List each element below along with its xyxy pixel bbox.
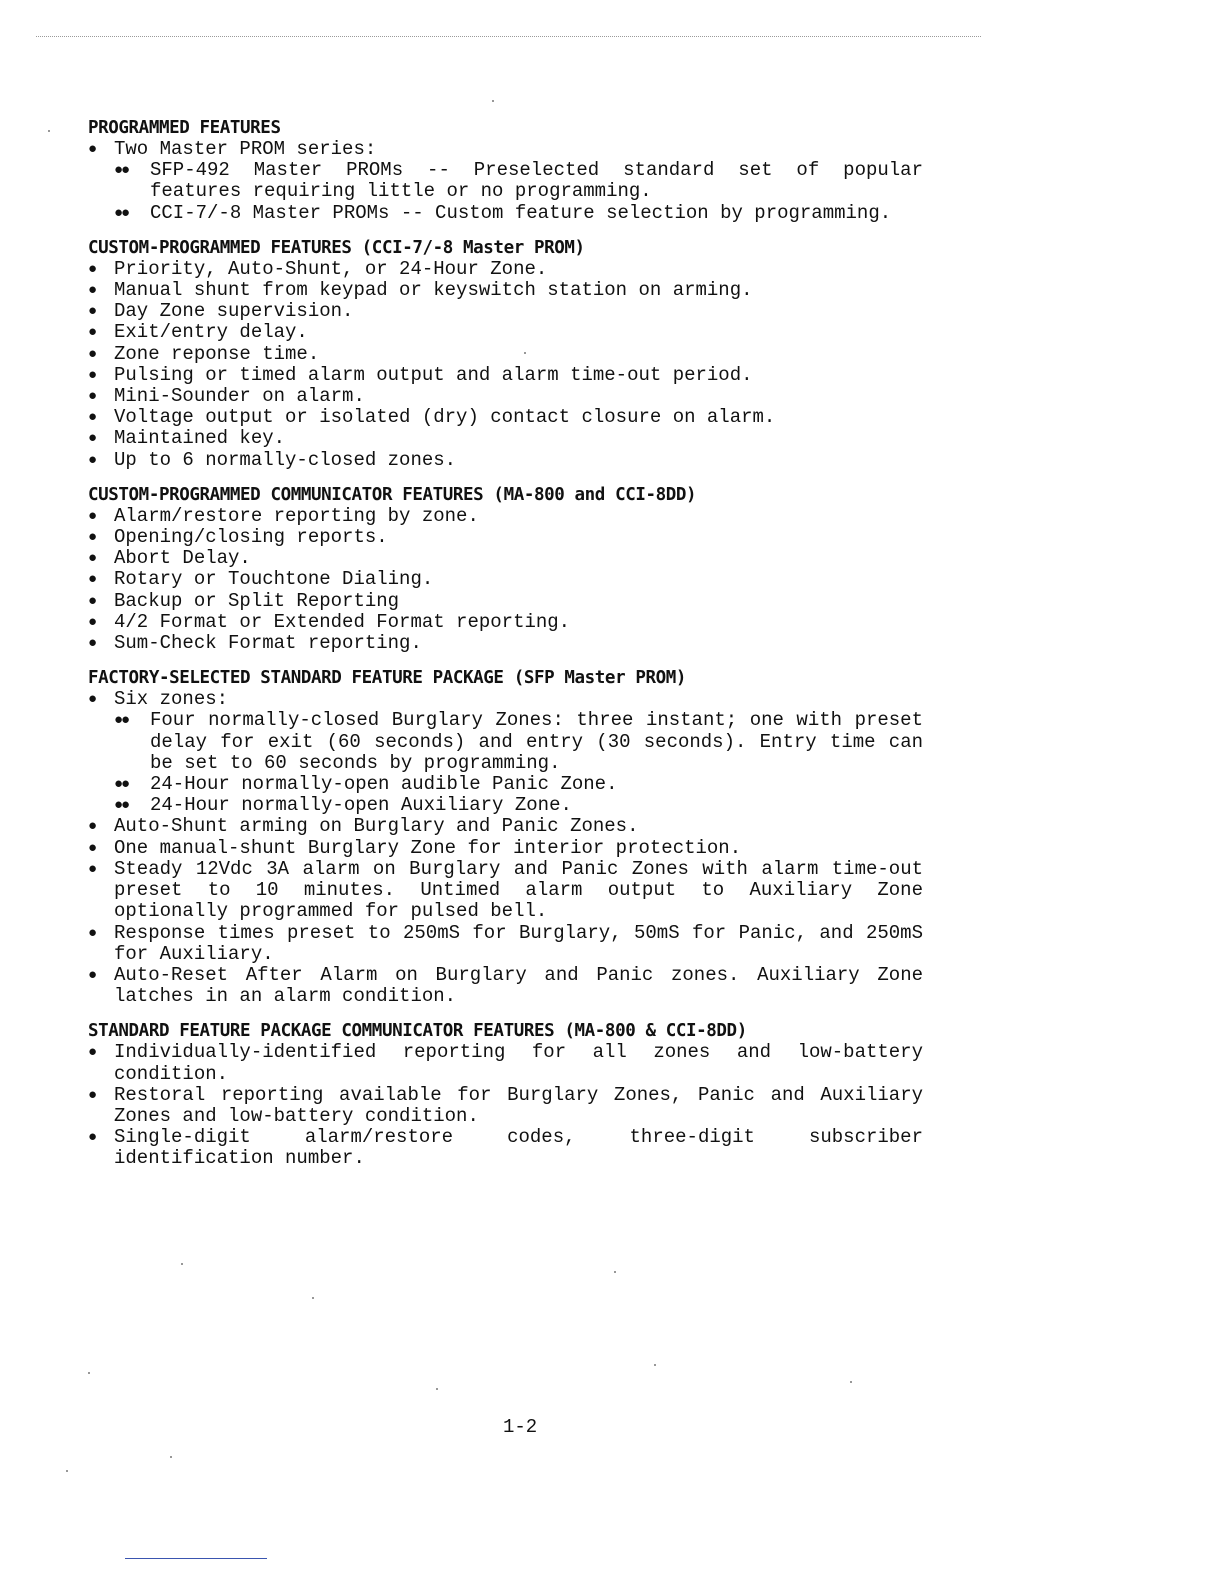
bullet-dot-icon: ● bbox=[88, 592, 98, 610]
scan-speck bbox=[850, 1381, 852, 1383]
bullet-item bbox=[88, 259, 923, 280]
bullet-text: Abort Delay. bbox=[114, 547, 251, 570]
section-heading: CUSTOM-PROGRAMMED COMMUNICATOR FEATURES (MA-800 and CCI-8DD) bbox=[88, 484, 697, 505]
bullet-item bbox=[88, 689, 923, 710]
top-scan-rule bbox=[36, 36, 981, 37]
bullet-text: 4/2 Format or Extended Format reporting. bbox=[114, 610, 571, 633]
scan-speck bbox=[48, 130, 50, 132]
section-heading: PROGRAMMED FEATURES bbox=[88, 118, 281, 138]
bullet-text: Alarm/restore reporting by zone. bbox=[114, 504, 479, 527]
bullet-dot-icon: ● bbox=[88, 1044, 98, 1062]
bullet-text: Up to 6 normally-closed zones. bbox=[114, 448, 457, 471]
bullet-item bbox=[88, 280, 923, 301]
bullet-dot-icon: ● bbox=[88, 839, 98, 857]
section-heading: FACTORY-SELECTED STANDARD FEATURE PACKAGE (SFP Master PROM) bbox=[88, 668, 687, 689]
scan-speck bbox=[524, 352, 526, 354]
bullet-dot-icon: ● bbox=[88, 430, 98, 448]
bullet-dot-icon: ● bbox=[88, 635, 98, 653]
bullet-item bbox=[88, 1127, 923, 1169]
bullet-dot-icon: ● bbox=[88, 924, 98, 942]
bullet-item bbox=[88, 527, 923, 548]
bullet-item bbox=[88, 407, 923, 428]
document-body bbox=[88, 118, 923, 1184]
double-dot-icon: ●● bbox=[114, 162, 129, 180]
scan-speck bbox=[170, 1456, 172, 1458]
scan-speck bbox=[436, 1388, 438, 1390]
bullet-item bbox=[88, 859, 923, 923]
bullet-dot-icon: ● bbox=[88, 507, 98, 525]
bullet-dot-icon: ● bbox=[88, 388, 98, 406]
sub-bullet-text: CCI-7/-8 Master PROMs -- Custom feature selection by programming. bbox=[150, 201, 892, 224]
bullet-item bbox=[88, 1085, 923, 1127]
bullet-item bbox=[88, 591, 923, 612]
bullet-text: Voltage output or isolated (dry) contact closure on alarm. bbox=[114, 406, 776, 429]
bullet-dot-icon: ● bbox=[88, 860, 98, 878]
sub-bullet-item bbox=[88, 710, 923, 774]
bullet-text: Sum-Check Format reporting. bbox=[114, 632, 422, 655]
bullet-item bbox=[88, 344, 923, 365]
bullet-item bbox=[88, 965, 923, 1007]
bullet-text: Rotary or Touchtone Dialing. bbox=[114, 568, 434, 591]
section bbox=[88, 118, 923, 224]
sub-bullet-item bbox=[88, 203, 923, 224]
section bbox=[88, 668, 923, 1007]
bullet-item bbox=[88, 923, 923, 965]
bullet-text: Single-digit alarm/restore codes, three-digit subscriber identification number. bbox=[114, 1126, 923, 1170]
bullet-dot-icon: ● bbox=[88, 529, 98, 547]
double-dot-icon: ●● bbox=[114, 797, 129, 815]
bullet-dot-icon: ● bbox=[88, 345, 98, 363]
bullet-dot-icon: ● bbox=[88, 691, 98, 709]
section bbox=[88, 238, 923, 471]
bullet-item bbox=[88, 386, 923, 407]
scan-speck bbox=[181, 1263, 183, 1265]
sub-bullet-item bbox=[88, 160, 923, 202]
bullet-item bbox=[88, 816, 923, 837]
bullet-text: Manual shunt from keypad or keyswitch station on arming. bbox=[114, 279, 753, 302]
bullet-item bbox=[88, 139, 923, 160]
bullet-dot-icon: ● bbox=[88, 141, 98, 158]
bullet-item bbox=[88, 612, 923, 633]
bullet-item bbox=[88, 548, 923, 569]
bullet-item bbox=[88, 633, 923, 654]
bullet-dot-icon: ● bbox=[88, 1129, 98, 1147]
scan-speck bbox=[614, 1271, 616, 1273]
bullet-dot-icon: ● bbox=[88, 966, 98, 984]
bullet-item bbox=[88, 301, 923, 322]
sub-bullet-text: SFP-492 Master PROMs -- Preselected standard set of popular features requiring little or no programming. bbox=[150, 159, 923, 203]
double-dot-icon: ●● bbox=[114, 712, 129, 730]
bullet-item bbox=[88, 838, 923, 859]
bullet-text: Auto-Shunt arming on Burglary and Panic Zones. bbox=[114, 815, 639, 838]
bullet-text: Zone reponse time. bbox=[114, 342, 320, 365]
bullet-text: Restoral reporting available for Burglary Zones, Panic and Auxiliary Zones and low-battery condition. bbox=[114, 1083, 923, 1127]
bullet-item bbox=[88, 365, 923, 386]
sub-bullet-item bbox=[88, 795, 923, 816]
scan-speck bbox=[88, 1372, 90, 1374]
page-number: 1-2 bbox=[503, 1416, 538, 1438]
scan-speck bbox=[312, 1297, 314, 1299]
section-heading: CUSTOM-PROGRAMMED FEATURES (CCI-7/-8 Master PROM) bbox=[88, 237, 585, 258]
sub-bullet-text: 24-Hour normally-open Auxiliary Zone. bbox=[150, 794, 572, 817]
bullet-text: Mini-Sounder on alarm. bbox=[114, 385, 365, 408]
sub-bullet-text: Four normally-closed Burglary Zones: three instant; one with preset delay for exit (60 seconds) and entry (30 seconds). Entry time can be set to 60 seconds by programming. bbox=[150, 709, 923, 774]
scan-speck bbox=[654, 1364, 656, 1366]
bullet-text: Priority, Auto-Shunt, or 24-Hour Zone. bbox=[114, 257, 548, 280]
bullet-text: Backup or Split Reporting bbox=[114, 589, 400, 612]
bottom-rule bbox=[125, 1558, 267, 1559]
bullet-dot-icon: ● bbox=[88, 366, 98, 384]
bullet-text: One manual-shunt Burglary Zone for interior protection. bbox=[114, 836, 742, 859]
double-dot-icon: ●● bbox=[114, 776, 129, 794]
bullet-dot-icon: ● bbox=[88, 409, 98, 427]
bullet-text: Six zones: bbox=[114, 688, 229, 711]
section-heading: STANDARD FEATURE PACKAGE COMMUNICATOR FEATURES (MA-800 & CCI-8DD) bbox=[88, 1021, 747, 1042]
double-dot-icon: ●● bbox=[114, 204, 129, 222]
bullet-text: Auto-Reset After Alarm on Burglary and Panic zones. Auxiliary Zone latches in an alarm condition. bbox=[114, 963, 923, 1008]
sub-bullet-text: 24-Hour normally-open audible Panic Zone. bbox=[150, 773, 618, 796]
bullet-dot-icon: ● bbox=[88, 260, 98, 278]
bullet-text: Response times preset to 250mS for Burglary, 50mS for Panic, and 250mS for Auxiliary. bbox=[114, 921, 923, 965]
bullet-item bbox=[88, 450, 923, 471]
bullet-item bbox=[88, 322, 923, 343]
section bbox=[88, 1021, 923, 1169]
bullet-item bbox=[88, 569, 923, 590]
bullet-text: Individually-identified reporting for all zones and low-battery condition. bbox=[114, 1041, 923, 1085]
bullet-dot-icon: ● bbox=[88, 303, 98, 321]
bullet-item bbox=[88, 428, 923, 449]
bullet-text: Two Master PROM series: bbox=[114, 138, 377, 160]
bullet-dot-icon: ● bbox=[88, 613, 98, 631]
bullet-dot-icon: ● bbox=[88, 571, 98, 589]
scan-speck bbox=[66, 1470, 68, 1472]
bullet-text: Maintained key. bbox=[114, 427, 286, 450]
bullet-text: Opening/closing reports. bbox=[114, 526, 388, 549]
bullet-dot-icon: ● bbox=[88, 451, 98, 469]
bullet-item bbox=[88, 1042, 923, 1084]
bullet-dot-icon: ● bbox=[88, 282, 98, 300]
bullet-dot-icon: ● bbox=[88, 1086, 98, 1104]
section bbox=[88, 485, 923, 654]
bullet-text: Pulsing or timed alarm output and alarm time-out period. bbox=[114, 363, 753, 386]
bullet-text: Steady 12Vdc 3A alarm on Burglary and Panic Zones with alarm time-out preset to 10 minutes. Untimed alarm output to Auxiliary Zone optionally programmed for pulsed bell. bbox=[114, 857, 923, 923]
sub-bullet-item bbox=[88, 774, 923, 795]
bullet-dot-icon: ● bbox=[88, 550, 98, 568]
bullet-dot-icon: ● bbox=[88, 324, 98, 342]
bullet-text: Day Zone supervision. bbox=[114, 300, 354, 323]
scan-speck bbox=[492, 100, 494, 102]
bullet-dot-icon: ● bbox=[88, 818, 98, 836]
bullet-item bbox=[88, 506, 923, 527]
bullet-text: Exit/entry delay. bbox=[114, 321, 308, 344]
